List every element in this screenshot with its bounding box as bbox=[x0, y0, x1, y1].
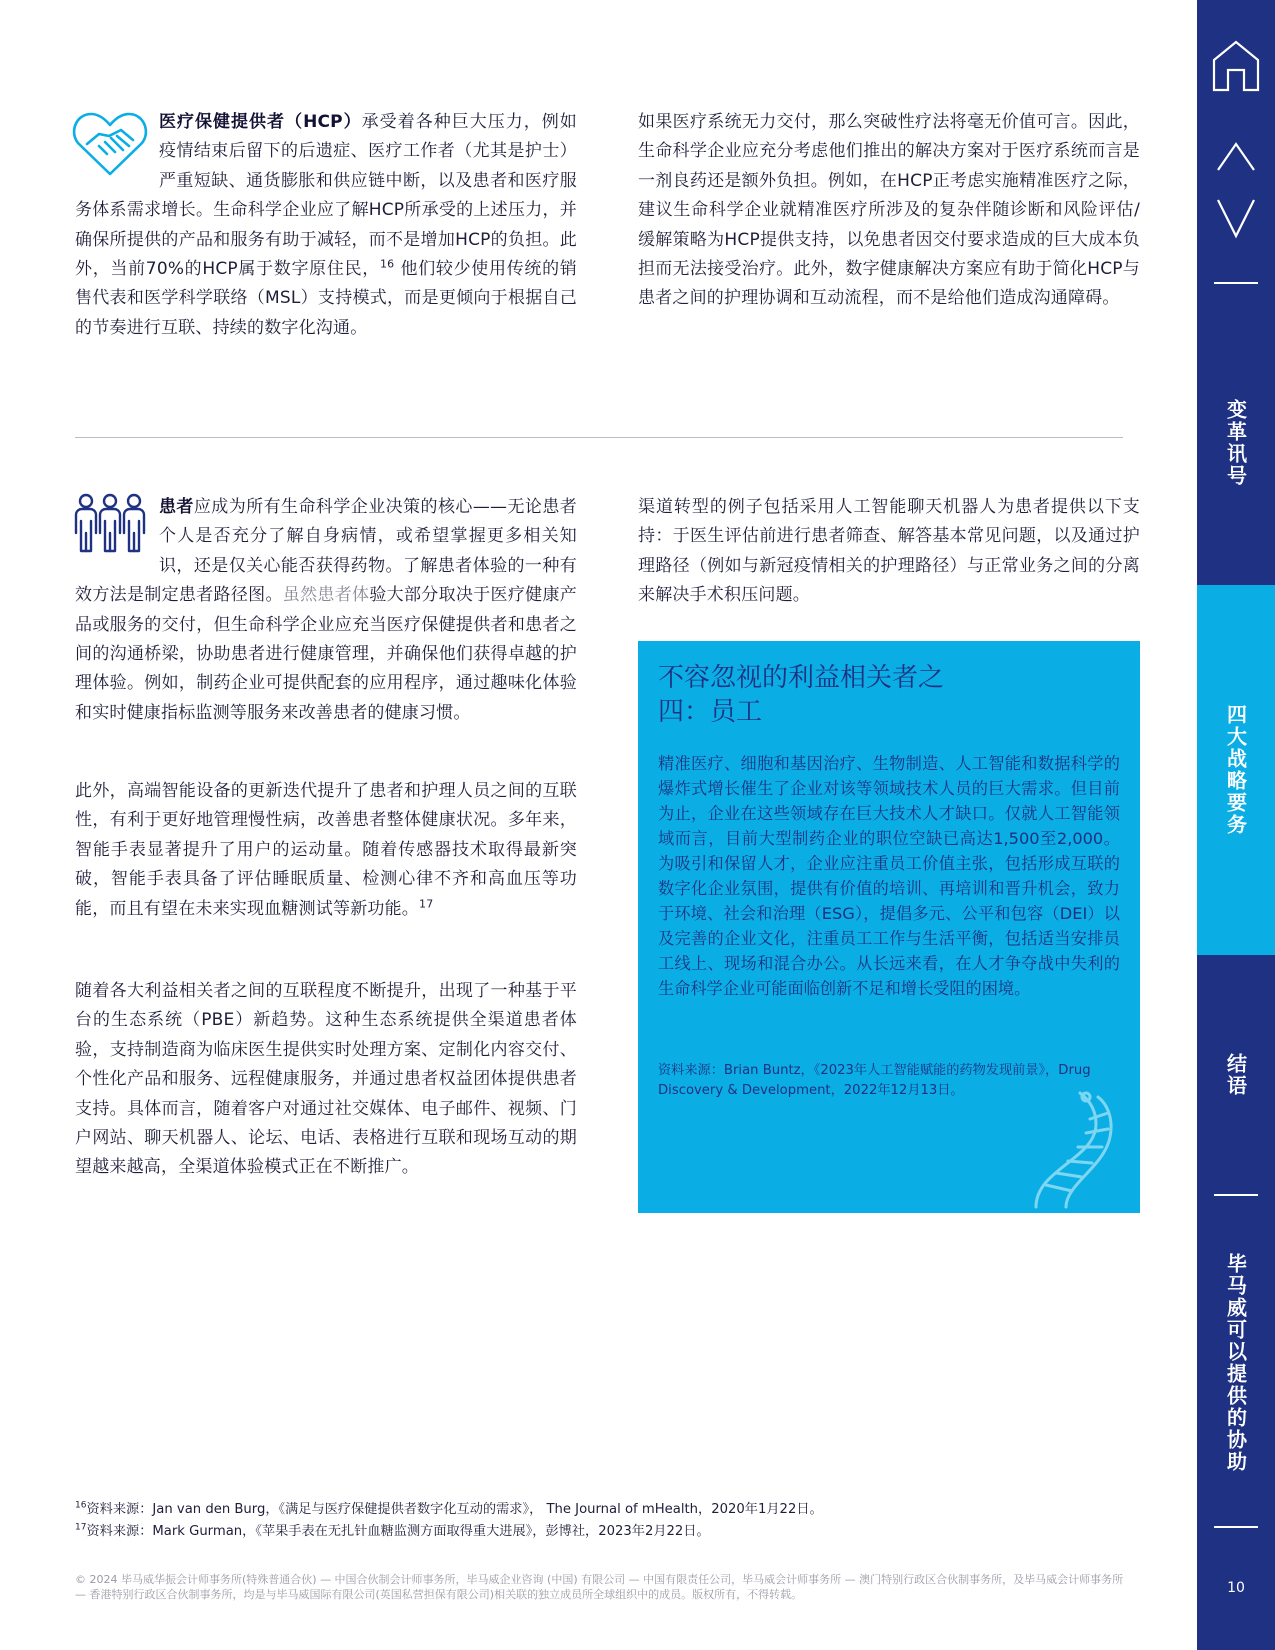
footnote-16 bbox=[75, 1498, 823, 1517]
nav-rule-middle bbox=[1214, 1194, 1258, 1196]
nav-rule-top bbox=[1214, 282, 1258, 284]
navigation-sidebar bbox=[1197, 0, 1275, 1650]
nav-section-how-kpmg-can-help[interactable] bbox=[1197, 1200, 1275, 1525]
handshake-heart-icon bbox=[71, 108, 159, 192]
patient-p1-text-end: 验大部分取决于医疗健康产品或服务的交付，但生命科学企业应充当医疗保健提供者和患者之间的沟通桥梁，协助患者进行健康管理，并确保他们获得卓越的护理体验。例如，制药企业可提供配套的应用程序，通过趣味化体验和实时健康指标监测等服务来改善患者的健康习惯。 bbox=[75, 585, 577, 723]
patient-p1-text: 应成为所有生命科学企业决策的核心——无论患者个人是否充分了解自身病情，或希望掌握更多相关知识，还是仅关心能否获得药物。了解患者体验的一种有效方法是制定患者路径图。 bbox=[75, 497, 577, 606]
nav-section-conclusion[interactable] bbox=[1197, 955, 1275, 1195]
footnote-17 bbox=[75, 1520, 710, 1539]
footnote-17-text: 资料来源：Mark Gurman，《苹果手表在无扎针血糖监测方面取得重大进展》，彭博社，2023年2月22日。 bbox=[86, 1524, 710, 1539]
patient-paragraph-1 bbox=[75, 493, 577, 728]
footnote-ref-16: 16 bbox=[379, 257, 395, 271]
hcp-left-text: 承受着各种巨大压力，例如疫情结束后留下的后遗症、医疗工作者（尤其是护士）严重短缺、通货膨胀和供应链中断，以及患者和医疗服务体系需求增长。生命科学企业应了解HCP所承受的上述压力，并确保所提供的产品和服务有助于减轻，而不是增加HCP的负担。此外，当前70%的HCP属于数字原住民， bbox=[75, 112, 577, 280]
nav-rule-bottom bbox=[1214, 1526, 1258, 1528]
patient-p1-muted: 虽然患者体 bbox=[282, 585, 370, 606]
home-icon bbox=[1210, 38, 1262, 94]
nav-section-label: 结语 bbox=[1223, 1053, 1248, 1097]
nav-section-change-signals[interactable] bbox=[1197, 300, 1275, 585]
people-group-icon bbox=[71, 493, 159, 577]
footnote-17-number: 17 bbox=[75, 1522, 87, 1533]
hcp-right-paragraph: 如果医疗系统无力交付，那么突破性疗法将毫无价值可言。因此，生命科学企业应充分考虑他们推出的解决方案对于医疗系统而言是一剂良药还是额外负担。例如，在HCP正考虑实施精准医疗之际，建议生命科学企业就精准医疗所涉及的复杂伴随诊断和风险评估/缓解策略为HCP提供支持，以免患者因交付要求造成的巨大成本负担而无法接受治疗。此外，数字健康解决方案应有助于简化HCP与患者之间的护理协调和互动流程，而不是给他们造成沟通障碍。 bbox=[638, 112, 1140, 309]
footnote-16-text: 资料来源：Jan van den Burg，《满足与医疗保健提供者数字化互动的需求》， The Journal of mHealth，2020年1月22日。 bbox=[86, 1502, 823, 1517]
footnote-16-number: 16 bbox=[75, 1500, 87, 1511]
page-number: 10 bbox=[1227, 1580, 1245, 1596]
callout-source: 资料来源：Brian Buntz，《2023年人工智能赋能的药物发现前景》，Drug Discovery & Development，2022年12月13日。 bbox=[658, 1063, 1091, 1098]
hcp-left-paragraph bbox=[75, 108, 577, 343]
section-divider bbox=[75, 437, 1123, 438]
chevron-up-icon bbox=[1214, 138, 1258, 174]
callout-body: 精准医疗、细胞和基因治疗、生物制造、人工智能和数据科学的爆炸式增长催生了企业对该等领域技术人员的巨大需求。但目前为止，企业在这些领域存在巨大技术人才缺口。仅就人工智能领域而言，目前大型制药企业的职位空缺已高达1,500至2,000。为吸引和保留人才，企业应注重员工价值主张，包括形成互联的数字化企业氛围，提供有价值的培训、再培训和晋升机会，致力于环境、社会和治理（ESG），提倡多元、公平和包容（DEI）以及完善的企业文化，注重员工工作与生活平衡，包括适当安排员工线上、现场和混合办公。从长远来看，在人才争夺战中失利的生命科学企业可能面临创新不足和增长受阻的困境。 bbox=[658, 754, 1120, 998]
hcp-lead: 医疗保健提供者（HCP） bbox=[159, 112, 362, 132]
employee-callout-box bbox=[638, 641, 1140, 1213]
home-button[interactable] bbox=[1197, 38, 1275, 94]
patient-lead: 患者 bbox=[159, 497, 194, 517]
dna-icon bbox=[1006, 1089, 1126, 1209]
next-page-button[interactable] bbox=[1197, 196, 1275, 240]
patient-paragraph-2 bbox=[75, 777, 577, 924]
patient-paragraph-3: 随着各大利益相关者之间的互联程度不断提升，出现了一种基于平台的生态系统（PBE）新趋势。这种生态系统提供全渠道患者体验，支持制造商为临床医生提供实时处理方案、定制化内容交付、个性化产品和服务、远程健康服务，并通过患者权益团体提供患者支持。具体而言，随着客户对通过社交媒体、电子邮件、视频、门户网站、聊天机器人、论坛、电话、表格进行互联和现场互动的期望越来越高，全渠道体验模式正在不断推广。 bbox=[75, 981, 577, 1178]
patient-p2-text: 此外，高端智能设备的更新迭代提升了患者和护理人员之间的互联性，有利于更好地管理慢性病，改善患者整体健康状况。多年来，智能手表显著提升了用户的运动量。随着传感器技术取得最新突破，智能手表具备了评估睡眠质量、检测心律不齐和高血压等功能，而且有望在未来实现血糖测试等新功能。 bbox=[75, 781, 577, 919]
chevron-down-icon bbox=[1214, 196, 1258, 240]
footnote-ref-17: 17 bbox=[419, 896, 434, 910]
nav-section-strategic-priorities[interactable] bbox=[1197, 585, 1275, 955]
legal-notice: © 2024 毕马威华振会计师事务所(特殊普通合伙) — 中国合伙制会计师事务所，毕马威企业咨询 (中国) 有限公司 — 中国有限责任公司，毕马威会计师事务所 — 澳门特别行政区合伙制事务所，及毕马威会计师事务所 — 香港特别行政区合伙制事务所，均是与毕马威国际有限公司(英国私营担保有限公司)相关联的独立成员所全球组织中的成员。版权所有，不得转载。 bbox=[75, 1573, 1124, 1601]
patient-right-paragraph: 渠道转型的例子包括采用人工智能聊天机器人为患者提供以下支持：于医生评估前进行患者筛查、解答基本常见问题，以及通过护理路径（例如与新冠疫情相关的护理路径）与正常业务之间的分离来解决手术积压问题。 bbox=[638, 497, 1140, 606]
nav-section-label: 毕马威可以提供的协助 bbox=[1223, 1252, 1248, 1473]
previous-page-button[interactable] bbox=[1197, 138, 1275, 174]
callout-title: 不容忽视的利益相关者之四：员工 bbox=[658, 663, 945, 727]
nav-section-label: 变革讯号 bbox=[1223, 398, 1248, 487]
hcp-left-text-end: 他们较少使用传统的销售代表和医学科学联络（MSL）支持模式，而是更倾向于根据自己的节奏进行互联、持续的数字化沟通。 bbox=[75, 259, 577, 338]
nav-section-label: 四大战略要务 bbox=[1223, 704, 1248, 836]
